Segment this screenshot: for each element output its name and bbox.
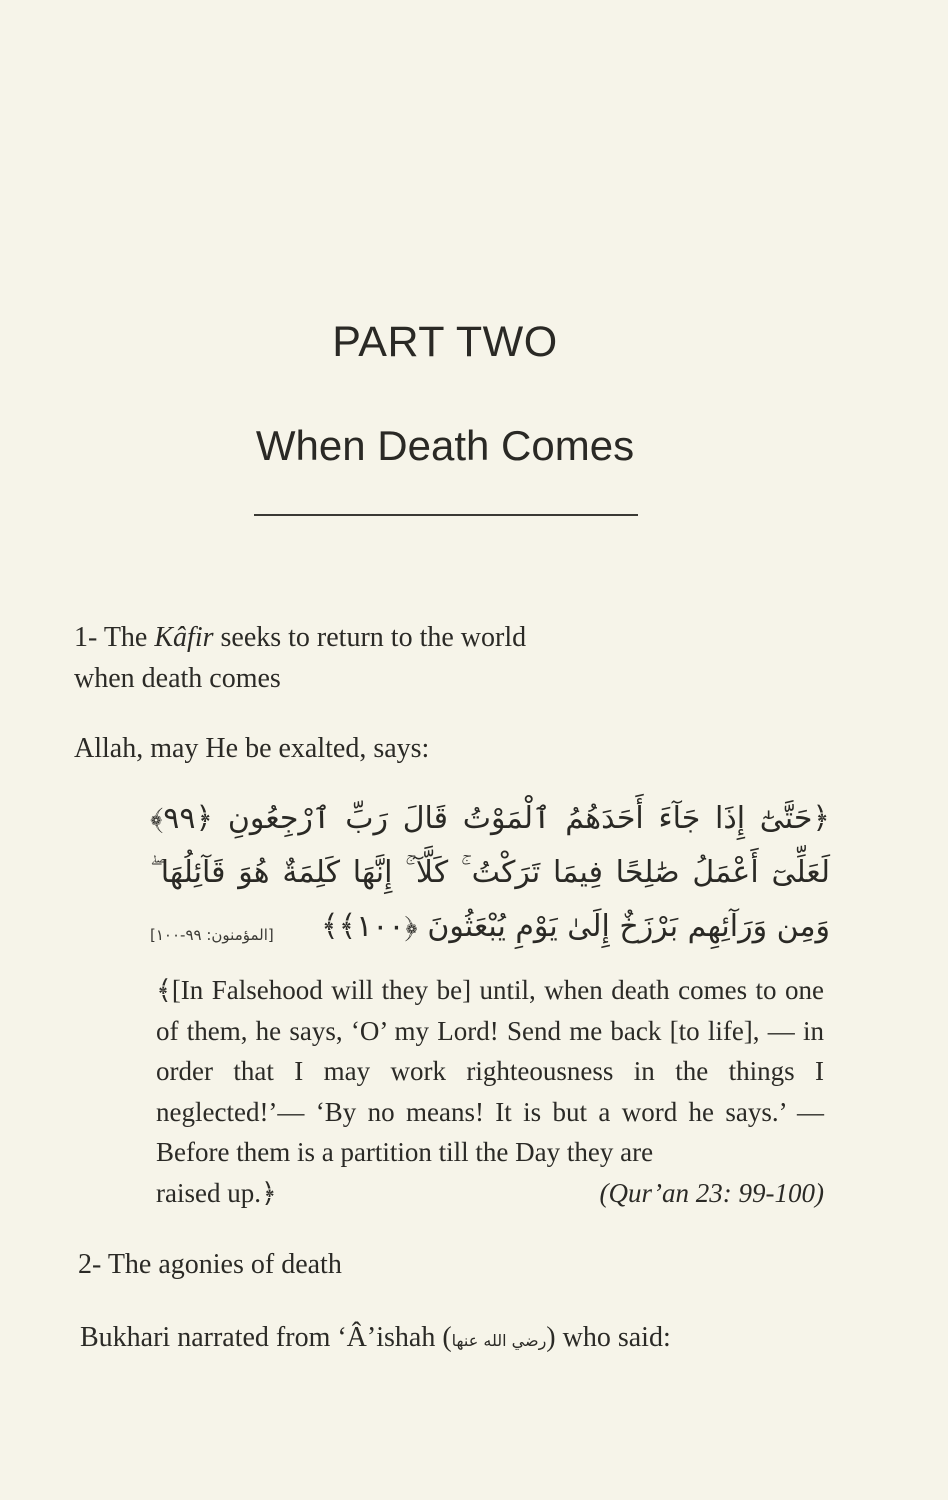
translation-last-line	[156, 1173, 824, 1214]
section-1-heading-pre: The	[97, 622, 155, 653]
section-1-number: 1-	[74, 622, 98, 653]
arabic-verse-reference: [المؤمنون: ٩٩-١٠٠]	[150, 926, 274, 944]
translation-body: ﴾[In Falsehood will they be] until, when death comes to one of them, he says, ‘O’ my Lord! Send me back [to life], — in order that I may work righteousness in the things I neglected!’— ‘By no means! It is but a word he says.’ — Before them is a partition till the Day they are	[156, 975, 824, 1167]
section-2-heading: 2- The agonies of death	[78, 1249, 342, 1280]
section-1-heading	[74, 617, 534, 699]
part-title: PART TWO	[332, 318, 558, 366]
translation-end: raised up.﴿	[156, 1177, 277, 1208]
verse-intro: Allah, may He be exalted, says:	[74, 733, 430, 764]
section-1-heading-post: seeks to return to the world when death comes	[74, 622, 527, 694]
arabic-verse: ﴿حَتَّىٰٓ إِذَا جَآءَ أَحَدَهُمُ ٱلْمَوْتُ قَالَ رَبِّ ٱرْجِعُونِ ﴿٩٩﴾ لَعَلِّىٓ أَعْمَلُ صَٰلِحًا فِيمَا تَرَكْتُ ۚ كَلَّآ ۚ إِنَّهَا كَلِمَةٌ هُوَ قَآئِلُهَا ۖ وَمِن وَرَآئِهِم بَرْزَخٌ إِلَىٰ يَوْمِ يُبْعَثُونَ ﴿١٠٠﴾﴾	[150, 801, 830, 944]
chapter-title: When Death Comes	[255, 422, 635, 469]
narration-post: ) who said:	[546, 1322, 671, 1353]
section-1-term: Kâfir	[154, 622, 214, 653]
quran-citation: (Qur’an 23: 99-100)	[599, 1177, 824, 1208]
narration-pre: Bukhari narrated from ‘Â’ishah (	[80, 1322, 452, 1353]
title-divider	[254, 514, 638, 516]
narration-line	[80, 1320, 671, 1359]
verse-translation	[156, 970, 824, 1213]
honorific-glyph: رضي الله عنها	[451, 1331, 547, 1350]
